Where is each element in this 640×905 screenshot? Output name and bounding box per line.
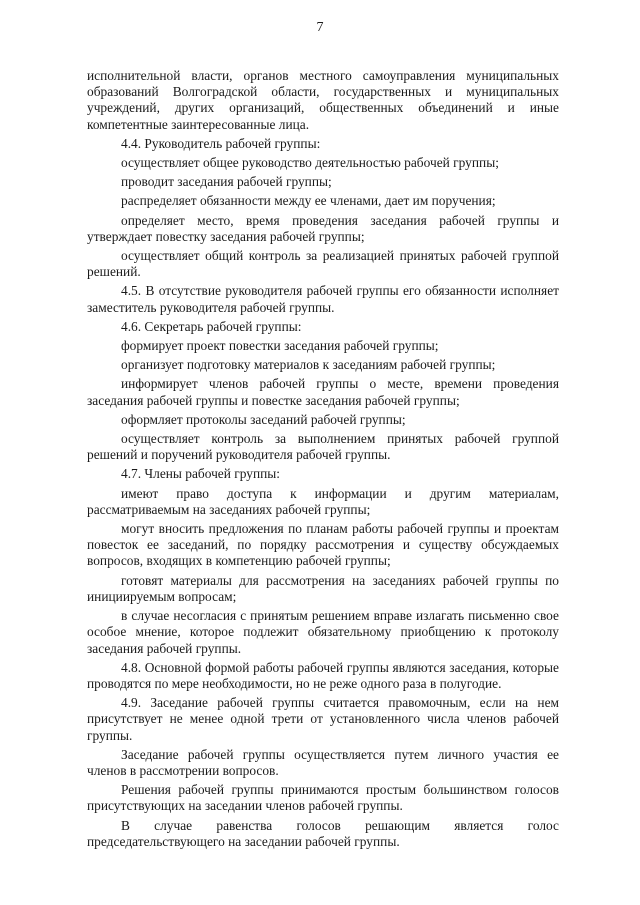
paragraph: Заседание рабочей группы осуществляется путем личного участия ее членов в рассмотрении вопросов. [87, 746, 559, 778]
paragraph: проводит заседания рабочей группы; [121, 174, 332, 190]
paragraph: 4.5. В отсутствие руководителя рабочей группы его обязанности исполняет заместитель руководителя рабочей группы. [87, 283, 559, 315]
paragraph: определяет место, время проведения заседания рабочей группы и утверждает повестку заседания рабочей группы; [87, 212, 559, 244]
paragraph: В случае равенства голосов решающим является голос председательствующего на заседании рабочей группы. [87, 817, 559, 849]
paragraph: 4.9. Заседание рабочей группы считается правомочным, если на нем присутствует не менее одной трети от установленного числа членов рабочей группы. [87, 695, 559, 743]
paragraph: оформляет протоколы заседаний рабочей группы; [121, 411, 406, 427]
paragraph: готовят материалы для рассмотрения на заседаниях рабочей группы по инициируемым вопросам; [87, 572, 559, 604]
paragraph: информирует членов рабочей группы о месте, времени проведения заседания рабочей группы и повестке заседания рабочей группы; [87, 376, 559, 408]
paragraph: 4.4. Руководитель рабочей группы: [121, 135, 321, 151]
paragraph: организует подготовку материалов к заседаниям рабочей группы; [121, 357, 496, 373]
document-body [87, 68, 559, 853]
paragraph: 4.6. Секретарь рабочей группы: [121, 318, 302, 334]
paragraph: формирует проект повестки заседания рабочей группы; [121, 338, 439, 354]
page-number: 7 [316, 20, 324, 35]
paragraph: могут вносить предложения по планам работы рабочей группы и проектам повесток ее заседаний, по порядку рассмотрения и существу обсуждаемых вопросов, входящих в компетенцию рабочей группы; [87, 521, 559, 569]
paragraph: 4.8. Основной формой работы рабочей группы являются заседания, которые проводятся по мере необходимости, но не реже одного раза в полугодие. [87, 659, 559, 691]
paragraph: 4.7. Члены рабочей группы: [121, 466, 281, 482]
paragraph: осуществляет контроль за выполнением принятых рабочей группой решений и поручений руководителя рабочей группы. [87, 431, 559, 463]
paragraph: осуществляет общее руководство деятельностью рабочей группы; [121, 155, 499, 171]
paragraph: в случае несогласия с принятым решением вправе излагать письменно свое особое мнение, которое подлежит обязательному приобщению к протоколу заседания рабочей группы. [87, 608, 559, 656]
paragraph: Решения рабочей группы принимаются простым большинством голосов присутствующих на заседании членов рабочей группы. [87, 782, 559, 814]
paragraph: распределяет обязанности между ее членами, дает им поручения; [121, 193, 496, 209]
paragraph: осуществляет общий контроль за реализацией принятых рабочей группой решений. [87, 248, 559, 280]
paragraph: исполнительной власти, органов местного самоуправления муниципальных образований Волгоградской области, государственных и муниципальных учреждений, других организаций, общественных объединений и иные компетентные заинтересованные лица. [87, 68, 559, 132]
paragraph: имеют право доступа к информации и другим материалам, рассматриваемым на заседаниях рабочей группы; [87, 485, 559, 517]
